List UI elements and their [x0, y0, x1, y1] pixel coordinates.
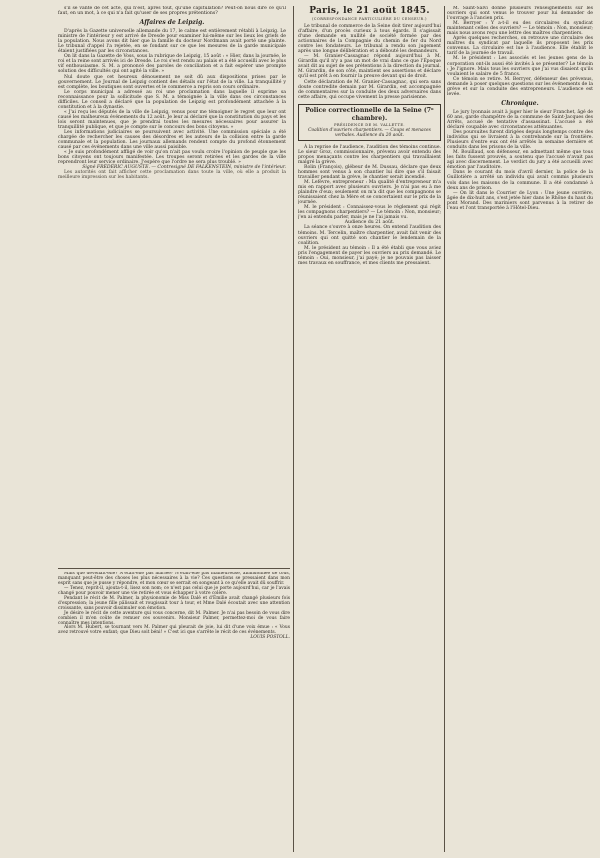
leipzig-paragraph-5: « J'ai reçu les députés de la ville de Leipzig, venus pour me témoigner le regret que leur ont causé les malheureux événements du 12 août. Je leur ai déclaré que la constitution du pays et les lois seront maintenues, que je prendrai toutes les mesures nécessaires pour assurer la tranquillité publique, et que je compte sur le concours des bons citoyens. »: [58, 109, 286, 130]
leipzig-paragraph-4: Le corps municipal a adressé au roi une proclamation dans laquelle il exprime sa reconnaissance pour la sollicitude que S. M. a témoignée à la ville dans ces circonstances difficiles. Le conseil a déclaré que la population de Leipzig est profondément attachée à la constitution et à la dynastie.: [58, 89, 286, 110]
chronique-paragraph-4: Dans le courant du mois d'avril dernier, la police de la Guillotière a arrêté un individu qui avait commis plusieurs vols dans les maisons de la commune. Il a été condamné à deux ans de prison.: [447, 170, 593, 191]
court-paragraph-4: M. le président : Connaissez-vous le règlement qui régit les compagnons charpentiers? — Le témoin : Non, monsieur; j'en ai entendu parler, mais je ne l'ai jamais vu.: [298, 205, 441, 221]
feuilleton-signature: LOUIS POSTOLL.: [250, 635, 290, 641]
court-title: Police correctionnelle de la Seine (7ᵉ chambre).: [305, 106, 434, 122]
section-title-chronique: Chronique.: [501, 99, 539, 107]
leipzig-paragraph-1: D'après la Gazette universelle allemande du 17, le calme est entièrement rétabli à Leipzig. Le ministre de l'intérieur y est arrivé de Dresde pour examiner lui-même sur les lieux les griefs de la population. Nous avons dit hier que la famille du docteur Nordmann avait porté une plainte. Le tribunal d'appel l'a rejetée, en se fondant sur ce que les mesures de la garde municipale étaient justifiées par les circonstances.: [58, 29, 286, 55]
dateline-heading: Paris, le 21 août 1845.: [309, 6, 430, 16]
court-paragraph-3: M. Lefèvre, entrepreneur : Ma qualité d'entrepreneur m'a mis en rapport avec plusieurs ouvriers. Je n'ai pas eu à me plaindre d'eux; seulement on m'a dit que les compagnons se réunissaient chez la Mère et se concertaient sur le prix de la journée.: [298, 180, 441, 206]
section-title-leipzig: Affaires de Leipzig.: [139, 19, 205, 27]
leipzig-paragraph-3: Nul doute que cet heureux dénouement ne soit dû aux dispositions prises par le gouvernement. Le Journal de Leipzig contient des détails sur l'état de la ville. La tranquillité y est complète, les boutiques sont ouvertes et le commerce a repris son cours ordinaire.: [58, 74, 286, 90]
leipzig-paragraph-2: On lit dans la Gazette de Voss, sous la rubrique de Leipzig, 15 août : « Hier, dans la journée, le roi et la reine sont arrivés ici de Dresde. Le roi s'est rendu au palais et a été accueilli avec le plus vif enthousiasme. S. M. a prononcé des paroles de conciliation et a fait espérer une prompte solution des difficultés qui ont agité la ville. »: [58, 54, 286, 75]
feuilleton-paragraph-4: Je désire le récit de cette aventure qui vous concerne, dit M. Palmer. Je n'ai pas besoin de vous dire combien il m'en coûte de remuer ces souvenirs. Monsieur Palmer, permettez-moi de vous faire connaître mes intentions.: [58, 610, 290, 626]
right-paragraph-1: M. Saint-Salvi donne plusieurs renseignements sur les ouvriers qui sont venus le trouver pour lui demander de l'ouvrage à l'ancien prix.: [447, 6, 593, 22]
feuilleton-paragraph-2: — Tenez, reprit-il, ajouta-t-il, lisez son nom; ce n'est pas celui que je porte aujourd'hui, car je l'avais changé pour pouvoir mener une vie retirée et vous échapper à votre colère.: [58, 585, 290, 596]
right-paragraph-3: Après quelques recherches, on retrouve une circulaire des maîtres du syndicat par laquelle ils proposent les prix convenus. La circulaire est lue à l'audience. Elle établit le tarif de la journée de travail.: [447, 36, 593, 57]
feuilleton-paragraph-5: Alors M. Hubert, se tournant vers M. Palmer qui pleurait de joie, lui dit d'une voix émue : « Vous avez retrouvé votre enfant; que Dieu soit béni! » C'est ici que s'arrête le récit de ces événements.: [58, 625, 290, 636]
leipzig-paragraph-7: « Je suis profondément affligé de voir qu'on n'ait pas voulu croire l'opinion de peuple que les bons citoyens ont toujours manifestée. Les troupes seront retirées et les gardes de la ville reprendront leur service ordinaire. J'espère que l'ordre ne sera plus troublé. »: [58, 150, 286, 166]
column-right: [447, 6, 593, 850]
right-paragraph-2: M. Berryer : Y a-t-il eu des circulaires du syndicat maintenant celles des ouvriers? — Le témoin : Non, monsieur; mais nous avons reçu une lettre des maîtres charpentiers.: [447, 21, 593, 37]
right-paragraph-5: Ce témoin se retire. M. Berryer, défenseur des prévenus, demande à poser quelques questions sur les événements de la grève et sur la conduite des entrepreneurs. L'audience est levée.: [447, 76, 593, 97]
feuilleton: [58, 572, 290, 852]
court-caption: Coalition d'ouvriers charpentiers. — Coups et menaces verbales. Audience du 20 août.: [308, 127, 431, 138]
court-paragraph-5: La séance s'ouvre à onze heures. On entend l'audition des témoins. M. Tercelin, maître charpentier, avait fait venir des ouvriers qui ont quitté son chantier le lendemain de la coalition.: [298, 225, 441, 246]
court-paragraph-2: Rolin (François), glébeur de M. Dussau, déclare que deux hommes sont venus à son chantier lui dire que s'il faisait travailler pendant la grève, le chantier serait incendié.: [298, 164, 441, 180]
signature: Signé FRÉDÉRIC AUGUSTE. — Contresigné DE FALKENSTEIN, ministre de l'intérieur.: [82, 165, 286, 171]
court-subtitle: PRÉSIDENCE DE M. VALLETTE.: [334, 122, 405, 127]
court-heading-box: [298, 104, 441, 141]
column-left: [58, 6, 286, 566]
leipzig-paragraph-6: Les informations judiciaires se poursuivent avec activité. Une commission spéciale a été chargée de rechercher les causes des désordres et les auteurs de la collision entre la garde communale et la population. Les journaux allemands rendent compte du profond étonnement causé par ces événements dans une ville aussi paisible.: [58, 130, 286, 151]
right-paragraph-4: M. le président : Les associés et les jeunes gens de la corporation ont-ils aussi été invités à se présenter? Le témoin : Je l'ignore. Mais tous les ouvriers que j'ai vus disaient qu'ils voulaient le salaire de 5 francs.: [447, 56, 593, 77]
column-middle: [298, 6, 441, 850]
paris-paragraph-3: Cette déclaration de M. Granier-Cassagnac, qui sera sans doute contredite demain par M. Girardin, est accompagnée de commentaires sur la conduite des deux adversaires dans cette affaire, qui occupe vivement la presse parisienne.: [298, 79, 441, 100]
column-divider-2: [444, 6, 445, 852]
chronique-paragraph-1: Le jury lyonnais avait à juger hier le sieur Franchet, âgé de 60 ans, garde champêtre de la commune de Saint-Jacques des Arrêts, accusé de tentative d'assassinat. L'accusé a été déclaré coupable avec circonstances atténuantes.: [447, 109, 593, 130]
chronique-paragraph-2: Des poursuites furent dirigées depuis longtemps contre des individus qui se livraient à la contrebande sur la frontière. Plusieurs d'entre eux ont été arrêtés la semaine dernière et conduits dans les prisons de la ville.: [447, 130, 593, 151]
court-paragraph-1: À la reprise de l'audience, l'audition des témoins continue. Le sieur Groz, commissionnaire, prévenu avoir entendu des propos menaçants contre les charpentiers qui travaillaient malgré la grève.: [298, 144, 441, 165]
chronique-paragraph-5: — On lit dans le Courrier de Lyon : Une jeune ouvrière, âgée de dix-huit ans, s'est jetée hier dans le Rhône du haut du pont Morand. Des mariniers sont parvenus à la retirer de l'eau et l'ont transportée à l'Hôtel-Dieu.: [447, 190, 593, 211]
feuilleton-paragraph-3: Pendant le récit de M. Palmer, la physionomie de Miss Dalé et d'Émilie avait changé plusieurs fois d'expression; la jeune fille pâlissait et rougissait tour à tour, et Mme Dalé écoutait avec une attention croissante, sans pouvoir dissimuler son émotion.: [58, 595, 290, 611]
chronique-paragraph-3: M. Bouillaud, son défenseur, en admettant même que tous les faits fussent prouvés, a soutenu que l'accusé n'avait pas agi avec discernement. Le verdict du jury a été accueilli avec émotion par l'auditoire.: [447, 150, 593, 171]
leipzig-paragraph-8: Les autorités ont fait afficher cette proclamation dans toute la ville, où elle a produit la meilleure impression sur les habitants.: [58, 170, 286, 181]
feuilleton-rule: [58, 568, 290, 569]
feuilleton-paragraph-1: Mais que devenait-elle? N'était-elle pas mariée? N'était-elle pas malheureuse, abandonnée de tous, manquant peut-être des choses les plus nécessaires à la vie? Ces questions se pressaient dans mon esprit sans que je pusse y répondre, et mon cœur se serrait en songeant à ce qu'elle avait dû souffrir.: [58, 572, 290, 586]
court-paragraph-6: M. le président au témoin : Il a été établi que vous aviez pris l'engagement de payer les ouvriers au prix demandé. Le témoin : Oui, monsieur, j'ai payé; je ne pouvais pas laisser mes travaux en souffrance, et mes clients me pressaient.: [298, 245, 441, 266]
audience-heading: Audience du 21 août.: [344, 220, 395, 226]
dateline-subheading: (CORRESPONDANCE PARTICULIÈRE DU CENSEUR.): [312, 17, 427, 21]
intro-paragraph: s'il se vante de cet acte, qui n'est, après tout, qu'une capitulation? Peut-on nous dire ce qu'il faut, en un mot, à ce qui n'a fait qu'user de ses propres prétentions?: [58, 6, 286, 17]
paris-paragraph-1: Le tribunal de commerce de la Seine doit tirer aujourd'hui d'affaire, d'un procès curieux à tous égards. Il s'agissait d'une demande en nullité de société formée par des actionnaires de la Compagnie du chemin de fer du Nord contre les fondateurs. Le tribunal a rendu son jugement après une longue délibération et a débouté les demandeurs.: [298, 24, 441, 55]
column-divider-1: [293, 6, 294, 852]
paris-paragraph-2: — M. Granier-Cassagnac répond aujourd'hui à M. Girardin qu'il n'y a pas un mot de vrai dans ce que l'Époque avait dit au sujet de ses prétentions à la direction du journal. M. Girardin, de son côté, maintient ses assertions et déclare qu'il est prêt à en fournir la preuve devant qui de droit.: [298, 54, 441, 80]
